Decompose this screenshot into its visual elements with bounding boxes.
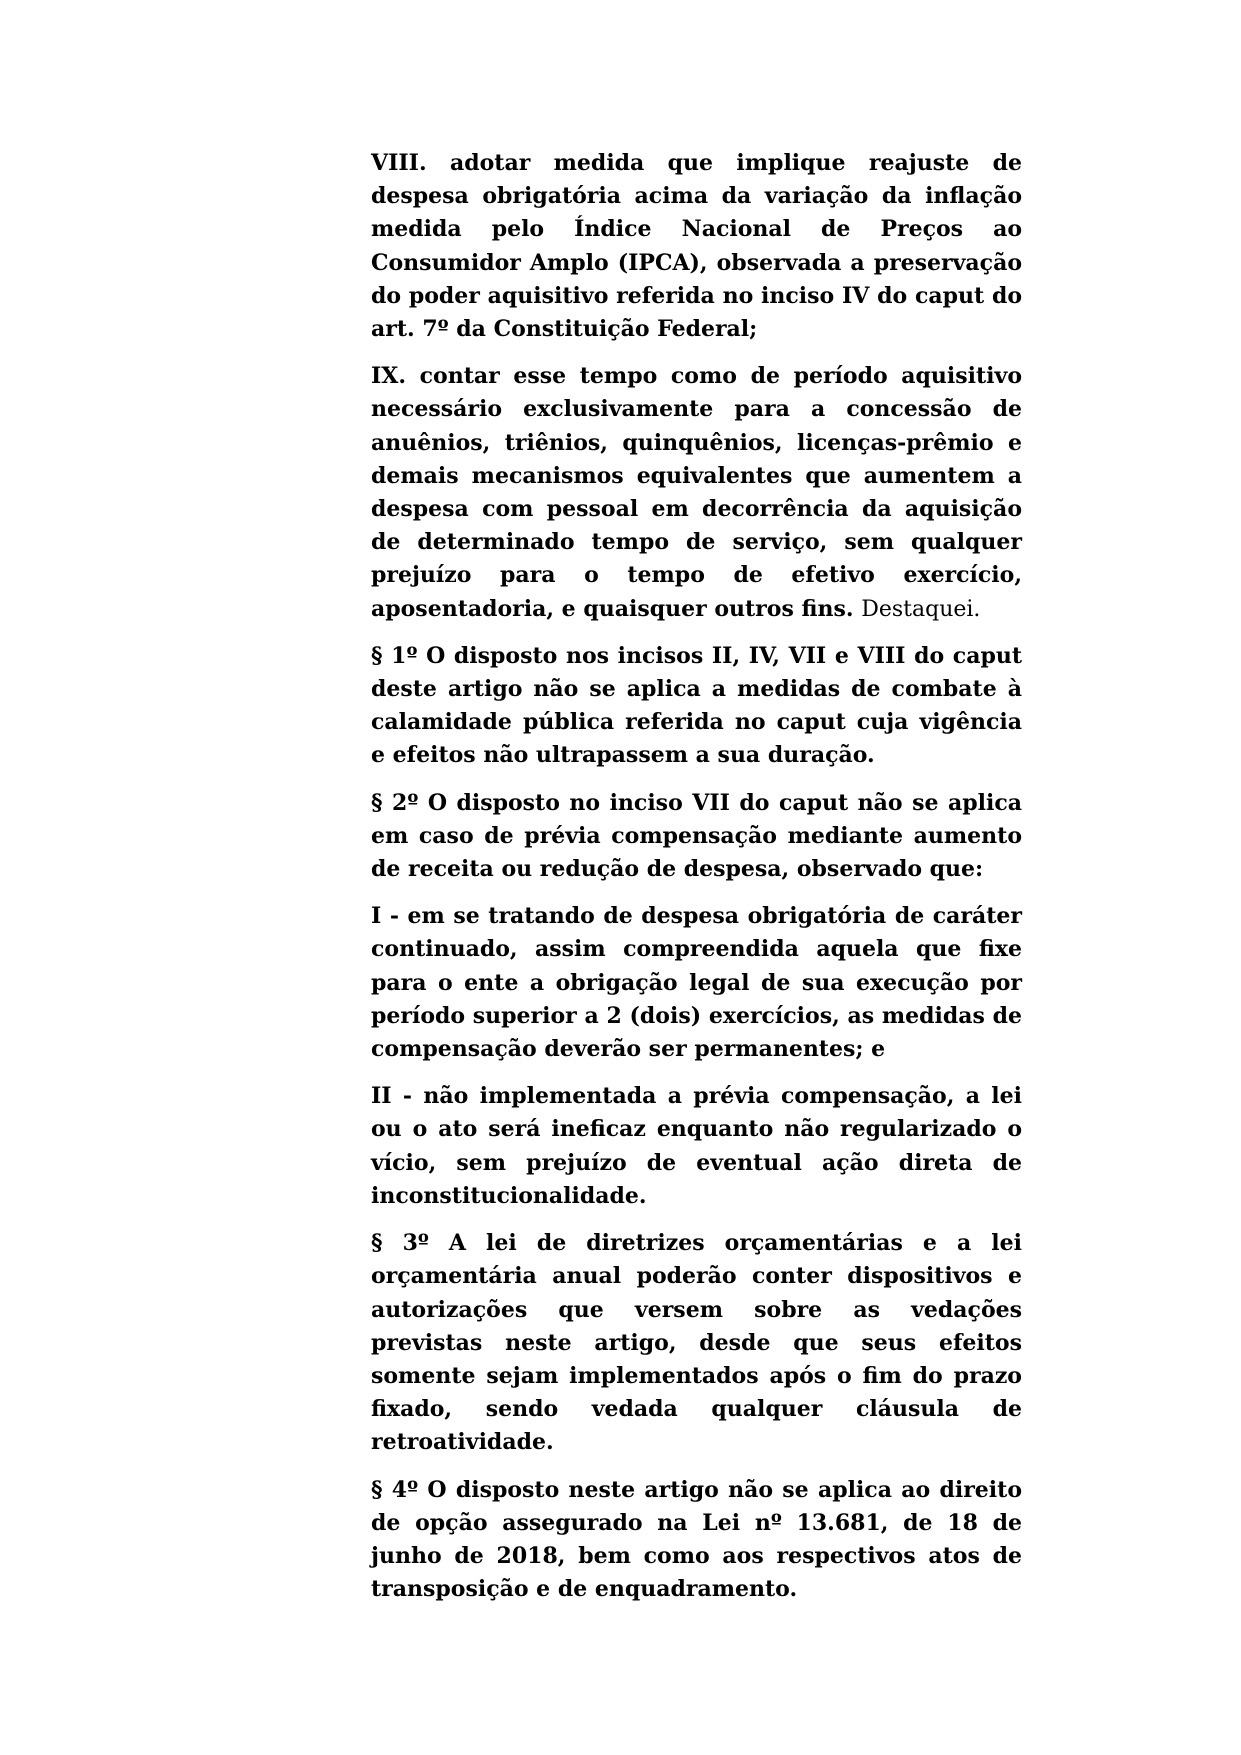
document-page <box>371 147 1022 1620</box>
paragraph-text: § 3º A lei de diretrizes orçamentárias e a lei orçamentária anual poderão conter dispositivos e autorizações que versem sobre as vedações previstas neste artigo, desde que seus efeitos somente sejam implementados após o fim do prazo fixado, sendo vedada qualquer cláusula de retroatividade. <box>371 1230 1022 1456</box>
paragraph-par-3 <box>371 1227 1022 1459</box>
paragraph-par-4 <box>371 1474 1022 1607</box>
paragraph-text: I - em se tratando de despesa obrigatória de caráter continuado, assim compreendida aquela que fixe para o ente a obrigação legal de sua execução por período superior a 2 (dois) exercícios, as medidas de compensação deverão ser permanentes; e <box>371 903 1022 1063</box>
paragraph-text: IX. contar esse tempo como de período aquisitivo necessário exclusivamente para a concessão de anuênios, triênios, quinquênios, licenças-prêmio e demais mecanismos equivalentes que aumentem a despesa com pessoal em decorrência da aquisição de determinado tempo de serviço, sem qualquer prejuízo para o tempo de efetivo exercício, aposentadoria, e quaisquer outros fins. <box>371 363 1022 622</box>
paragraph-par-2 <box>371 787 1022 887</box>
paragraph-text: § 1º O disposto nos incisos II, IV, VII e VIII do caput deste artigo não se aplica a medidas de combate à calamidade pública referida no caput cuja vigência e efeitos não ultrapassem a sua duração. <box>371 642 1022 769</box>
paragraph-text: § 2º O disposto no inciso VII do caput não se aplica em caso de prévia compensação mediante aumento de receita ou redução de despesa, observado que: <box>371 789 1022 883</box>
paragraph-inciso-i <box>371 900 1022 1066</box>
emphasis-note: Destaquei. <box>861 596 981 622</box>
paragraph-par-1 <box>371 640 1022 773</box>
paragraph-text: § 4º O disposto neste artigo não se aplica ao direito de opção assegurado na Lei nº 13.681, de 18 de junho de 2018, bem como aos respectivos atos de transposição e de enquadramento. <box>371 1476 1022 1603</box>
paragraph-inciso-ii <box>371 1080 1022 1213</box>
paragraph-text: II - não implementada a prévia compensação, a lei ou o ato será ineficaz enquanto não regularizado o vício, sem prejuízo de eventual ação direta de inconstitucionalidade. <box>371 1083 1022 1209</box>
paragraph-text: VIII. adotar medida que implique reajuste de despesa obrigatória acima da variação da inflação medida pelo Índice Nacional de Preços ao Consumidor Amplo (IPCA), observada a preservação do poder aquisitivo referida no inciso IV do caput do art. 7º da Constituição Federal; <box>371 150 1022 343</box>
paragraph-inciso-ix <box>371 360 1022 626</box>
paragraph-inciso-viii <box>371 147 1022 346</box>
